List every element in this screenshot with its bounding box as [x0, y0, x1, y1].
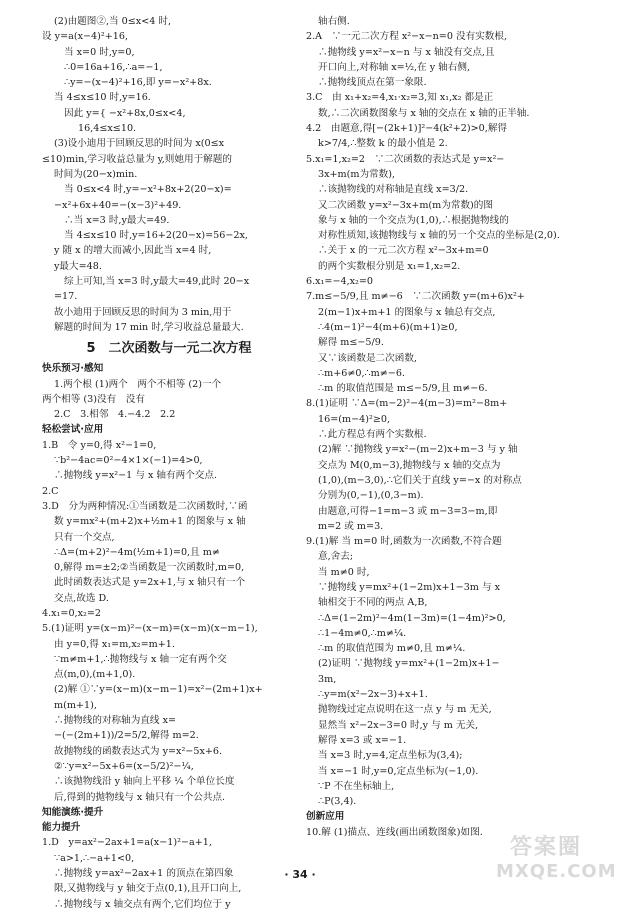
text-line: ∴该抛物线沿 y 轴向上平移 ¼ 个单位长度: [54, 776, 235, 788]
text-line: −x²+6x+40=−(x−3)²+49.: [54, 199, 182, 211]
subheading-ability: 能力提升: [42, 822, 81, 834]
text-line: 5.(1)证明 y=(x−m)²−(x−m)=(x−m)(x−m−1),: [42, 623, 258, 635]
text-line: 1.B 令 y=0,得 x²−1=0,: [42, 439, 157, 451]
text-line: 后,得到的抛物线与 x 轴只有一个公共点.: [54, 791, 226, 803]
text-line: 1.D y=ax²−2ax+1=a(x−1)²−a+1,: [42, 837, 212, 849]
text-line: 5.x₁=1,x₂=2 ∵二次函数的表达式是 y=x²−: [306, 153, 505, 165]
text-line: 1.两个根 (1)两个 两个不相等 (2)一个: [54, 378, 222, 390]
text-line: 当 x=0 时,y=0,: [64, 46, 135, 58]
text-line: ②∵y=x²−5x+6=(x−5/2)²−¼,: [54, 760, 194, 772]
text-line: 开口向上,对称轴 x=½,在 y 轴右侧,: [318, 61, 470, 73]
text-line: ∴Δ=(1−2m)²−4m(1−3m)=(1−4m)²>0,: [318, 612, 506, 624]
left-lines-c: [42, 438, 296, 805]
text-line: ∴关于 x 的一元二次方程 x²−3x+m=0: [318, 245, 489, 257]
text-line: ∴抛物线 y=ax²−2ax+1 的顶点在第四象: [54, 868, 234, 880]
text-line: ∴抛物线顶点在第一象限.: [318, 77, 427, 89]
text-line: 数,∴二次函数图象与 x 轴的交点在 x 轴的正半轴.: [318, 107, 530, 119]
text-line: 8.(1)证明 ∵Δ=(m−2)²−4(m−3)=m²−8m+: [306, 398, 508, 410]
text-line: 3x+m(m为常数),: [318, 168, 396, 180]
text-line: 分别为(0,−1),(0,3−m).: [318, 490, 424, 502]
text-line: 当 m≠0 时,: [318, 566, 370, 578]
text-line: ∴该抛物线的对称轴是直线 x=3/2.: [318, 184, 469, 196]
text-line: 点(m,0),(m+1,0).: [54, 669, 136, 681]
text-line: ∵m≠m+1,∴抛物线与 x 轴一定有两个交: [54, 653, 227, 665]
text-line: ∵P 不在坐标轴上,: [318, 780, 395, 792]
text-line: 3.C 由 x₁+x₂=4,x₁·x₂=3,知 x₁,x₂ 都是正: [306, 92, 494, 104]
left-column: [42, 14, 296, 912]
text-line: ∴抛物线 y=x²−x−n 与 x 轴没有交点,且: [318, 46, 495, 58]
text-line: ∴y=−(x−4)²+16,即 y=−x²+8x.: [64, 77, 212, 89]
text-line: 16,4≤x≤10.: [78, 123, 137, 135]
text-line: 9.(1)解 当 m=0 时,函数为一次函数,不符合题: [306, 536, 502, 548]
text-line: 象与 x 轴的一个交点为(1,0),∴根据抛物线的: [318, 214, 509, 226]
text-line: ∴m 的取值范围是 m≤−5/9,且 m≠−6.: [318, 383, 488, 395]
text-line: 交点为 M(0,m−3),抛物线与 x 轴的交点为: [318, 459, 501, 471]
right-lines-a: [306, 14, 564, 809]
section-title: 5 二次函数与一元二次方程: [86, 341, 252, 357]
subheading-practice: 轻松尝试·应用: [42, 424, 104, 436]
text-line: ∴4(m−1)²−4(m+6)(m+1)≥0,: [318, 321, 458, 333]
text-line: ∴抛物线 y=x²−1 与 x 轴有两个交点.: [54, 470, 218, 482]
text-line: 16=(m−4)²≥0,: [318, 413, 391, 425]
text-line: ∴此方程总有两个实数根.: [318, 429, 427, 441]
text-line: 故小迪用于回顾反思的时间为 3 min,用于: [54, 306, 232, 318]
text-line: 当 0≤x<4 时,y=−x²+8x+2(20−x)=: [64, 184, 232, 196]
text-line: 2.C 3.相邻 4.−4.2 2.2: [54, 409, 176, 421]
subheading-master: 知能演练·提升: [42, 806, 104, 818]
text-line: 4.x₁=0,x₂=2: [42, 607, 102, 619]
text-line: 两个相等 (3)没有 没有: [42, 393, 145, 405]
text-line: 当 x=3 时,y=4,定点坐标为(3,4);: [318, 750, 463, 762]
text-line: ∴Δ=(m+2)²−4m(½m+1)=0,且 m≠: [54, 546, 220, 558]
text-line: ∵a>1,∴−a+1<0,: [54, 852, 135, 864]
text-line: 3m,: [318, 673, 337, 685]
text-line: 限,又抛物线与 y 轴交于点(0,1),且开口向上,: [54, 883, 242, 895]
text-line: y最大=48.: [54, 260, 102, 272]
text-line: 4.2 由题意,得[−(2k+1)]²−4(k²+2)>0,解得: [306, 123, 508, 135]
text-line: ∴m 的取值范围为 m≠0,且 m≠¼.: [318, 643, 466, 655]
text-line: (3)设小迪用于回顾反思的时间为 x(0≤x: [54, 138, 225, 150]
text-line: 解得 x=3 或 x=−1.: [318, 734, 407, 746]
text-line: 当 4≤x≤10 时,y=16+2(20−x)=56−2x,: [64, 230, 248, 242]
text-line: 对称性质知,该抛物线与 x 轴的另一个交点的坐标是(2,0).: [318, 230, 560, 242]
text-line: 轴右侧.: [318, 16, 350, 27]
text-line: 故抛物线的函数表达式为 y=x²−5x+6.: [54, 745, 223, 757]
text-line: 6.x₁=−4,x₂=0: [306, 276, 374, 288]
text-line: 抛物线过定点说明在这一点 y 与 m 无关,: [318, 704, 492, 716]
text-line: −(−(2m+1))/2=5/2,解得 m=2.: [54, 730, 199, 742]
text-line: 只有一个交点,: [54, 531, 115, 543]
text-line: 当 x=−1 时,y=0,定点坐标为(−1,0).: [318, 765, 479, 777]
text-line: 此时函数表达式是 y=2x+1,与 x 轴只有一个: [54, 577, 246, 589]
text-line: =17.: [54, 291, 78, 303]
text-line: 意,舍去;: [318, 551, 354, 563]
text-line: 2(m−1)x+m+1 的图象与 x 轴总有交点,: [318, 306, 496, 318]
text-line: ∴抛物线与 x 轴交点有两个,它们均位于 y: [54, 898, 231, 910]
text-line: m=2 或 m=3.: [318, 520, 384, 532]
text-line: 又∵该函数是二次函数,: [318, 352, 417, 364]
text-line: 又二次函数 y=x²−3x+m(m为常数)的图: [318, 199, 493, 211]
text-line: m(m+1),: [54, 699, 97, 711]
subheading-innovation: 创新应用: [306, 811, 345, 823]
text-line: 交点,故选 D.: [54, 592, 109, 604]
text-line: 设 y=a(x−4)²+16,: [42, 31, 129, 43]
text-line: 数 y=mx²+(m+2)x+½m+1 的图象与 x 轴: [54, 516, 246, 528]
text-line: ∴P(3,4).: [318, 796, 357, 808]
text-line: 当 4≤x≤10 时,y=16.: [54, 92, 151, 104]
text-line: ∴0=16a+16,∴a=−1,: [64, 61, 163, 73]
text-line: ∴y=m(x²−2x−3)+x+1.: [318, 689, 428, 701]
text-line: 解题的时间为 17 min 时,学习收益总量最大.: [54, 321, 244, 333]
text-line: (2)由题图②,当 0≤x<4 时,: [54, 16, 172, 27]
text-line: ∵b²−4ac=0²−4×1×(−1)=4>0,: [54, 455, 203, 467]
text-line: 0,解得 m=±2;②当函数是一次函数时,m=0,: [54, 562, 245, 574]
text-line: (1,0),(m−3,0),∴它们关于直线 y=−x 的对称点: [318, 474, 522, 486]
text-line: 轴相交于不同的两点 A,B,: [318, 597, 428, 609]
page-number: · 34 ·: [284, 868, 316, 881]
watermark-bottom: MXQE.COM: [496, 861, 617, 882]
text-line: 3.D 分为两种情况:①当函数是二次函数时,∵函: [42, 500, 248, 512]
text-line: 综上可知,当 x=3 时,y最大=49,此时 20−x: [64, 276, 250, 288]
text-line: ∴m+6≠0,∴m≠−6.: [318, 367, 405, 379]
text-line: ∵抛物线 y=mx²+(1−2m)x+1−3m 与 x: [318, 581, 501, 593]
text-line: 由题意,可得−1=m−3 或 m−3=3−m,即: [318, 505, 498, 517]
text-line: ≤10)min,学习收益总量为 y,则她用于解题的: [42, 153, 232, 165]
text-line: 7.m≤−5/9,且 m≠−6 ∵二次函数 y=(m+6)x²+: [306, 291, 525, 303]
text-line: ∴当 x=3 时,y最大=49.: [64, 214, 170, 226]
left-lines-a: [42, 14, 296, 335]
watermark-top: 答案圈: [509, 835, 582, 860]
right-column: [306, 14, 564, 840]
text-line: 2.C: [42, 485, 59, 497]
text-line: k>7/4,∴整数 k 的最小值是 2.: [318, 138, 448, 150]
text-line: 10.解 (1)描点、连线(画出函数图象)如图.: [306, 826, 483, 838]
text-line: 由 y=0,得 x₁=m,x₂=m+1.: [54, 638, 175, 650]
left-lines-b: [42, 377, 296, 423]
text-line: (2)解 ∵抛物线 y=x²−(m−2)x+m−3 与 y 轴: [318, 444, 518, 456]
text-line: 解得 m≤−5/9.: [318, 337, 384, 349]
text-line: 2.A ∵一元二次方程 x²−x−n=0 没有实数根,: [306, 31, 508, 43]
site-watermark: [496, 835, 617, 888]
text-line: (2)解 ①∵y=(x−m)(x−m−1)=x²−(2m+1)x+: [54, 684, 263, 696]
text-line: 的两个实数根分别是 x₁=1,x₂=2.: [318, 260, 461, 272]
text-line: 因此 y={ −x²+8x,0≤x<4,: [64, 107, 186, 119]
text-line: y 随 x 的增大而减小,因此当 x=4 时,: [54, 245, 212, 257]
text-line: 时间为(20−x)min.: [54, 168, 138, 180]
text-line: (2)证明 ∵抛物线 y=mx²+(1−2m)x+1−: [318, 658, 500, 670]
text-line: ∴1−4m≠0,∴m≠¼.: [318, 627, 407, 639]
subheading-preview: 快乐预习·感知: [42, 363, 104, 375]
text-line: 显然当 x²−2x−3=0 时,y 与 m 无关,: [318, 719, 479, 731]
text-line: ∴抛物线的对称轴为直线 x=: [54, 715, 177, 727]
